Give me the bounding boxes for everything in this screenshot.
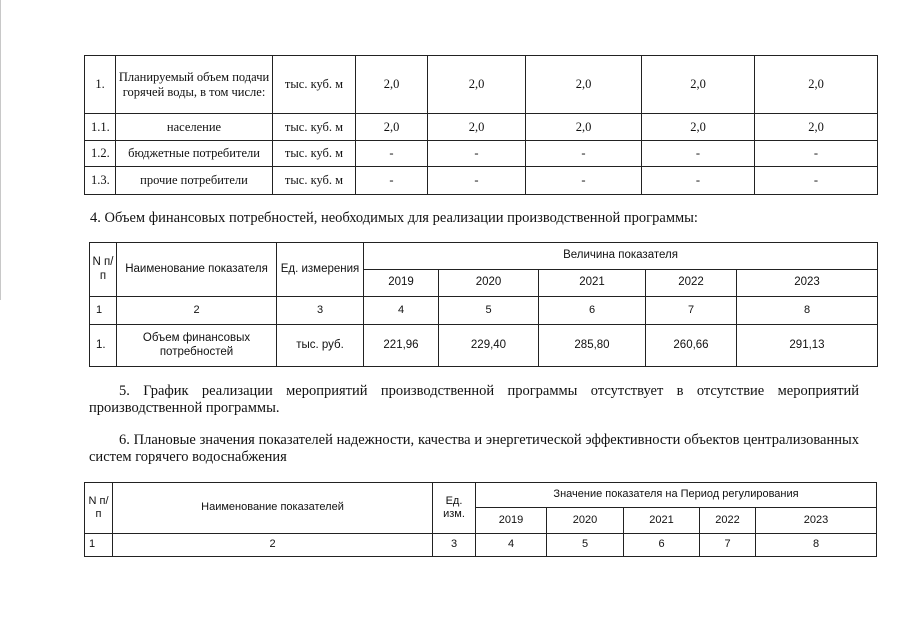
value-cell: - [642,167,755,195]
column-number: 4 [476,534,547,557]
header-unit: Ед. измерения [277,243,364,297]
value-cell: 285,80 [539,325,646,367]
year-header: 2021 [624,508,700,534]
water-volume-table [84,55,878,195]
column-number: 3 [277,297,364,325]
table-row [85,141,878,167]
row-number: 1. [90,325,117,367]
value-cell: - [428,167,526,195]
value-cell: - [642,141,755,167]
row-number: 1. [85,56,116,114]
row-unit: тыс. куб. м [273,141,356,167]
header-unit: Ед. изм. [433,483,476,534]
row-number: 1.1. [85,114,116,141]
year-header: 2022 [646,270,737,297]
value-cell: 291,13 [737,325,878,367]
section-5-text: 5. График реализации мероприятий производственной программы отсутствует в отсутствие мероприятий производственной программы. [89,383,859,416]
column-number: 1 [85,534,113,557]
year-header: 2021 [539,270,646,297]
table-row [85,114,878,141]
value-cell: 2,0 [428,114,526,141]
row-name: население [116,114,273,141]
column-number: 8 [756,534,877,557]
year-header: 2022 [700,508,756,534]
value-cell: 2,0 [755,114,878,141]
column-number-row [85,534,877,557]
row-number: 1.3. [85,167,116,195]
page-edge-line [0,0,1,300]
row-unit: тыс. куб. м [273,167,356,195]
year-header: 2023 [737,270,878,297]
column-number: 1 [90,297,117,325]
column-number: 7 [700,534,756,557]
row-unit: тыс. руб. [277,325,364,367]
value-cell: 2,0 [642,56,755,114]
value-cell: - [356,141,428,167]
column-number: 3 [433,534,476,557]
value-cell: 2,0 [428,56,526,114]
year-header: 2020 [547,508,624,534]
value-cell: - [526,167,642,195]
year-header: 2023 [756,508,877,534]
value-cell: 2,0 [356,56,428,114]
row-unit: тыс. куб. м [273,114,356,141]
row-name: прочие потребители [116,167,273,195]
table-row [85,167,878,195]
column-number: 5 [547,534,624,557]
header-value: Величина показателя [364,243,878,270]
table-header-row [90,243,878,270]
value-cell: 2,0 [526,114,642,141]
column-number: 4 [364,297,439,325]
section-4-heading: 4. Объем финансовых потребностей, необходимых для реализации производственной программы: [90,210,698,226]
row-number: 1.2. [85,141,116,167]
financial-needs-table [89,242,878,367]
header-value: Значение показателя на Период регулирования [476,483,877,508]
column-number: 2 [113,534,433,557]
value-cell: - [526,141,642,167]
value-cell: 2,0 [755,56,878,114]
header-name: Наименование показателей [113,483,433,534]
column-number: 6 [539,297,646,325]
column-number: 2 [117,297,277,325]
value-cell: - [356,167,428,195]
column-number: 6 [624,534,700,557]
value-cell: 2,0 [356,114,428,141]
table-row [90,325,878,367]
table-row [85,56,878,114]
column-number: 8 [737,297,878,325]
row-name: Планируемый объем подачи горячей воды, в том числе: [116,56,273,114]
header-name: Наименование показателя [117,243,277,297]
value-cell: - [755,167,878,195]
value-cell: - [428,141,526,167]
header-number: N п/п [90,243,117,297]
section-6-paragraph [89,432,859,466]
value-cell: - [755,141,878,167]
value-cell: 229,40 [439,325,539,367]
row-unit: тыс. куб. м [273,56,356,114]
column-number: 5 [439,297,539,325]
header-number: N п/п [85,483,113,534]
row-name: бюджетные потребители [116,141,273,167]
row-name: Объем финансовых потребностей [117,325,277,367]
section-6-text: 6. Плановые значения показателей надежности, качества и энергетической эффективности объектов централизованных систем горячего водоснабжения [89,432,859,465]
value-cell: 221,96 [364,325,439,367]
column-number-row [90,297,878,325]
column-number: 7 [646,297,737,325]
year-header: 2020 [439,270,539,297]
value-cell: 2,0 [642,114,755,141]
section-5-paragraph [89,383,859,417]
table-header-row [85,483,877,508]
value-cell: 260,66 [646,325,737,367]
indicators-table [84,482,877,557]
value-cell: 2,0 [526,56,642,114]
year-header: 2019 [476,508,547,534]
year-header: 2019 [364,270,439,297]
